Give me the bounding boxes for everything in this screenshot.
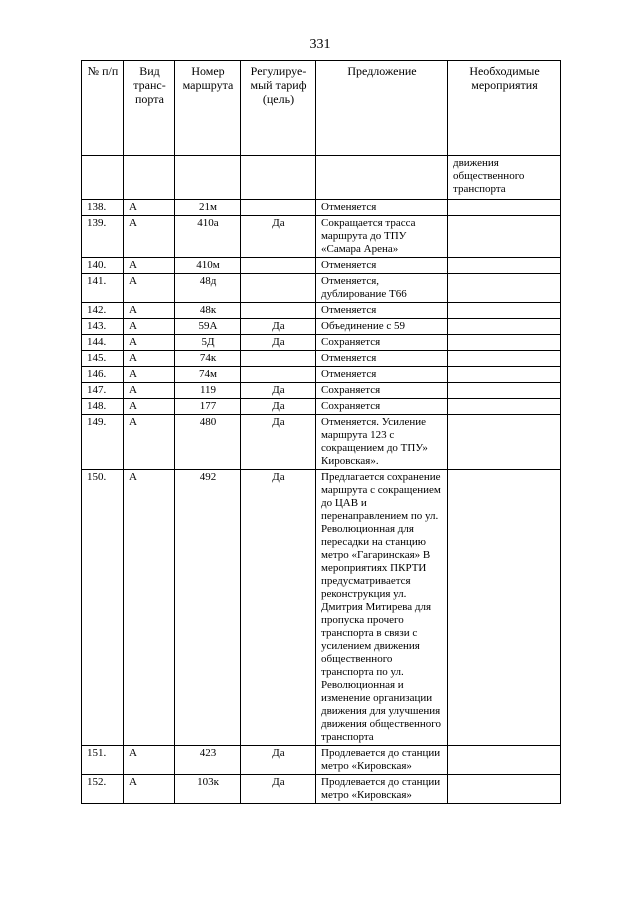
cell-proposal: Объединение с 59 — [316, 319, 448, 335]
cell-route: 21м — [175, 200, 241, 216]
cell-route: 48к — [175, 303, 241, 319]
cell-kind: А — [124, 274, 175, 303]
table-row — [82, 470, 561, 746]
cell-route: 480 — [175, 415, 241, 470]
cell-kind: А — [124, 383, 175, 399]
cell-tariff — [241, 367, 316, 383]
cell-num: 151. — [82, 746, 124, 775]
table-row — [82, 200, 561, 216]
cell-tariff: Да — [241, 746, 316, 775]
cell-route: 410м — [175, 258, 241, 274]
cell-measures — [448, 775, 561, 804]
cell-proposal: Продлевается до станции метро «Кировская» — [316, 746, 448, 775]
cell-tariff — [241, 258, 316, 274]
cell-route: 423 — [175, 746, 241, 775]
cell-kind: А — [124, 367, 175, 383]
cell-proposal: Сохраняется — [316, 399, 448, 415]
cell-kind: А — [124, 415, 175, 470]
cell-num: 149. — [82, 415, 124, 470]
cell-kind: А — [124, 746, 175, 775]
cell-kind: А — [124, 470, 175, 746]
cell-kind: А — [124, 216, 175, 258]
cell-measures — [448, 335, 561, 351]
cell-num: 139. — [82, 216, 124, 258]
cell-route: 103к — [175, 775, 241, 804]
header-kind: Вид транс-порта — [124, 61, 175, 156]
table-row — [82, 415, 561, 470]
cell-num: 138. — [82, 200, 124, 216]
cell-tariff: Да — [241, 319, 316, 335]
cell-measures — [448, 200, 561, 216]
table-row — [82, 775, 561, 804]
cell-num: 142. — [82, 303, 124, 319]
table-row — [82, 746, 561, 775]
table-header-row — [82, 61, 561, 156]
cell-proposal: Отменяется — [316, 258, 448, 274]
cell-proposal: Сохраняется — [316, 335, 448, 351]
cell-measures — [448, 383, 561, 399]
cell-route: 74м — [175, 367, 241, 383]
cell-tariff — [241, 156, 316, 200]
cell-measures — [448, 415, 561, 470]
cell-tariff — [241, 200, 316, 216]
header-route: Номер маршрута — [175, 61, 241, 156]
cell-route: 492 — [175, 470, 241, 746]
continuation-row — [82, 156, 561, 200]
table-row — [82, 274, 561, 303]
table-row — [82, 351, 561, 367]
cell-kind: А — [124, 200, 175, 216]
cell-num: 145. — [82, 351, 124, 367]
cell-proposal: Предлагается сохранение маршрута с сокращением до ЦАВ и перенаправлением по ул. Революционная для пересадки на станцию метро «Гагаринская» В мероприятиях ПКРТИ предусматривается реконструкция ул. Дмитрия Митирева для пропуска прочего транспорта в связи с усилением движения общественного транспорта по ул. Революционная и изменение организации движения для улучшения движения общественного транспорта — [316, 470, 448, 746]
cell-num: 143. — [82, 319, 124, 335]
cell-proposal: Отменяется. Усиление маршрута 123 с сокращением до ТПУ» Кировская». — [316, 415, 448, 470]
cell-route — [175, 156, 241, 200]
cell-kind: А — [124, 399, 175, 415]
table-row — [82, 319, 561, 335]
header-tariff: Регулируе-мый тариф (цель) — [241, 61, 316, 156]
table-row — [82, 303, 561, 319]
cell-tariff: Да — [241, 335, 316, 351]
header-measures: Необходимые мероприятия — [448, 61, 561, 156]
cell-route: 177 — [175, 399, 241, 415]
cell-tariff: Да — [241, 383, 316, 399]
cell-proposal: Продлевается до станции метро «Кировская» — [316, 775, 448, 804]
cell-kind: А — [124, 351, 175, 367]
cell-route: 410а — [175, 216, 241, 258]
cell-kind: А — [124, 258, 175, 274]
cell-tariff: Да — [241, 216, 316, 258]
cell-proposal: Сокращается трасса маршрута до ТПУ «Самара Арена» — [316, 216, 448, 258]
cell-tariff: Да — [241, 399, 316, 415]
table-row — [82, 383, 561, 399]
cell-kind: А — [124, 303, 175, 319]
table-row — [82, 258, 561, 274]
cell-measures — [448, 746, 561, 775]
cell-num — [82, 156, 124, 200]
cell-measures — [448, 470, 561, 746]
table-row — [82, 367, 561, 383]
cell-measures — [448, 274, 561, 303]
cell-num: 147. — [82, 383, 124, 399]
cell-tariff: Да — [241, 775, 316, 804]
cell-tariff: Да — [241, 415, 316, 470]
cell-proposal: Отменяется — [316, 303, 448, 319]
cell-num: 150. — [82, 470, 124, 746]
cell-num: 141. — [82, 274, 124, 303]
page-number: 331 — [309, 37, 331, 52]
cell-measures — [448, 258, 561, 274]
cell-proposal — [316, 156, 448, 200]
cell-proposal: Отменяется — [316, 351, 448, 367]
cell-proposal: Отменяется — [316, 200, 448, 216]
cell-kind: А — [124, 319, 175, 335]
cell-route: 119 — [175, 383, 241, 399]
cell-num: 146. — [82, 367, 124, 383]
header-num: № п/п — [82, 61, 124, 156]
header-proposal: Предложение — [316, 61, 448, 156]
cell-num: 140. — [82, 258, 124, 274]
cell-kind: А — [124, 775, 175, 804]
cell-measures — [448, 367, 561, 383]
cell-kind — [124, 156, 175, 200]
cell-num: 144. — [82, 335, 124, 351]
table-row — [82, 216, 561, 258]
cell-route: 74к — [175, 351, 241, 367]
routes-table — [81, 60, 561, 804]
cell-route: 5Д — [175, 335, 241, 351]
cell-measures — [448, 399, 561, 415]
cell-measures: движения общественного транспорта — [448, 156, 561, 200]
cell-tariff — [241, 351, 316, 367]
cell-num: 148. — [82, 399, 124, 415]
cell-route: 48д — [175, 274, 241, 303]
cell-measures — [448, 216, 561, 258]
cell-measures — [448, 303, 561, 319]
cell-tariff: Да — [241, 470, 316, 746]
table-row — [82, 335, 561, 351]
cell-measures — [448, 319, 561, 335]
cell-proposal: Сохраняется — [316, 383, 448, 399]
cell-proposal: Отменяется, дублирование Т66 — [316, 274, 448, 303]
table-row — [82, 399, 561, 415]
cell-measures — [448, 351, 561, 367]
cell-num: 152. — [82, 775, 124, 804]
cell-tariff — [241, 303, 316, 319]
cell-tariff — [241, 274, 316, 303]
cell-proposal: Отменяется — [316, 367, 448, 383]
cell-route: 59А — [175, 319, 241, 335]
cell-kind: А — [124, 335, 175, 351]
